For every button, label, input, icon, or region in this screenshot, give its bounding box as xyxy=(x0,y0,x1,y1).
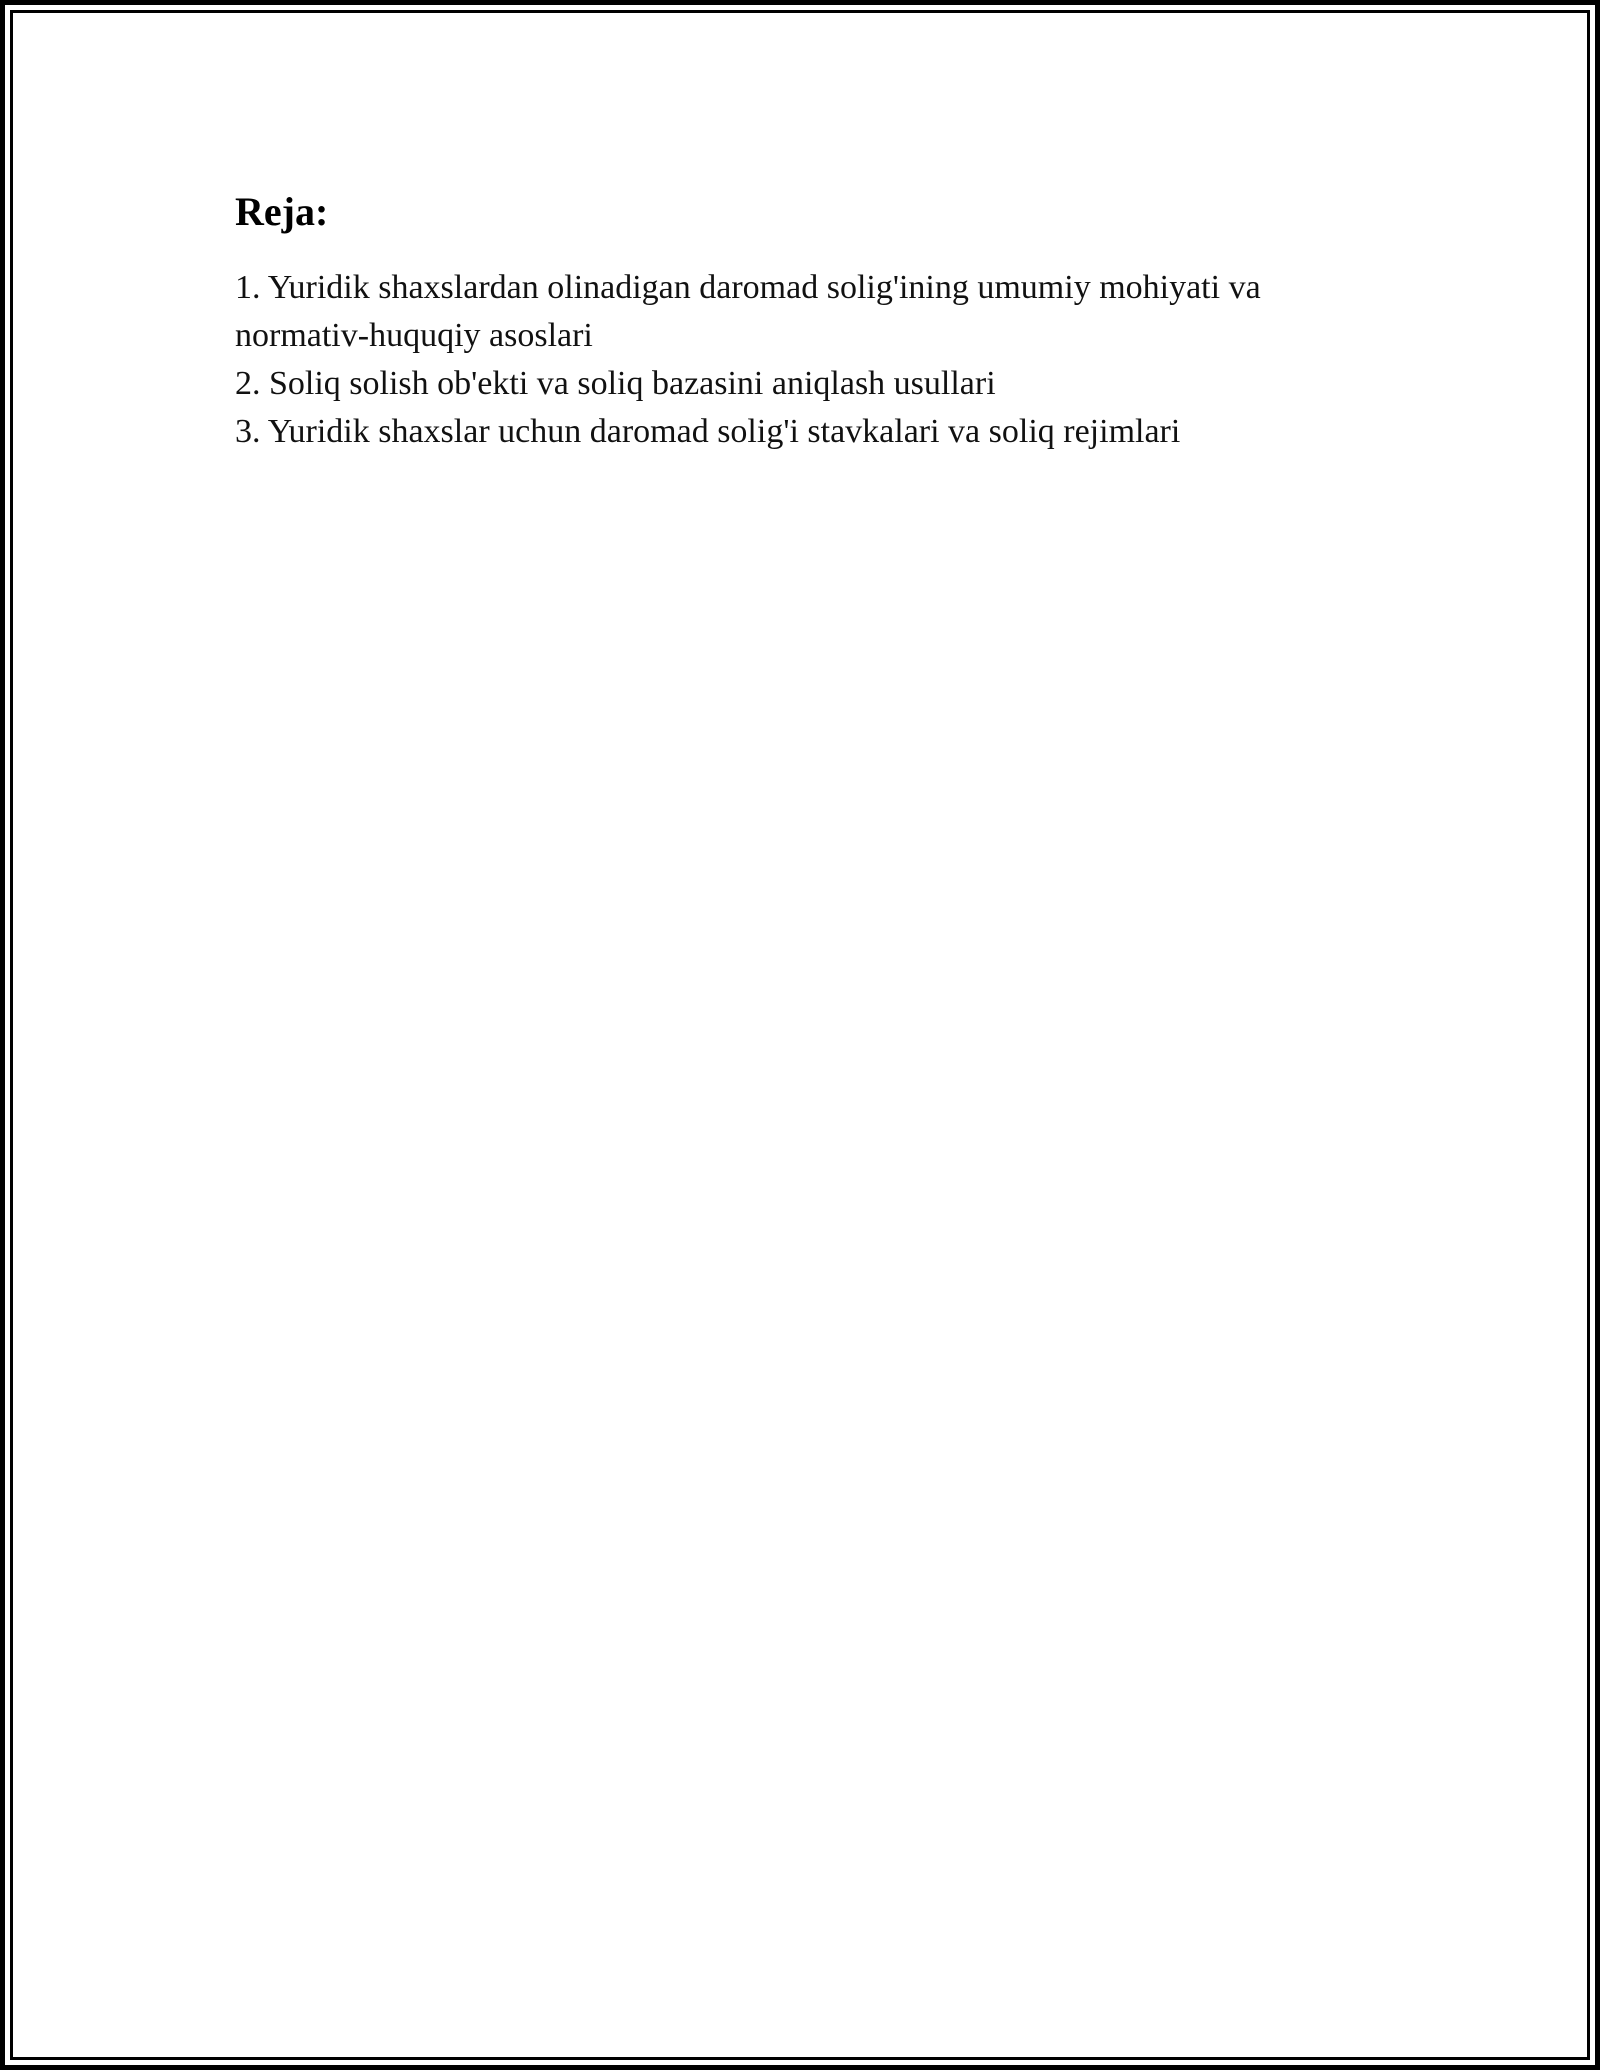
page-content xyxy=(235,186,1395,456)
plan-item-3: 3. Yuridik shaxslar uchun daromad solig'i stavkalari va soliq rejimlari xyxy=(235,413,1181,450)
plan-heading: Reja: xyxy=(235,189,329,234)
plan-item-2: 2. Soliq solish ob'ekti va soliq bazasini aniqlash usullari xyxy=(235,365,996,402)
plan-list xyxy=(235,264,1395,456)
plan-item-1: 1. Yuridik shaxslardan olinadigan daromad solig'ining umumiy mohiyati va normativ-huquqiy asoslari xyxy=(235,269,1261,354)
